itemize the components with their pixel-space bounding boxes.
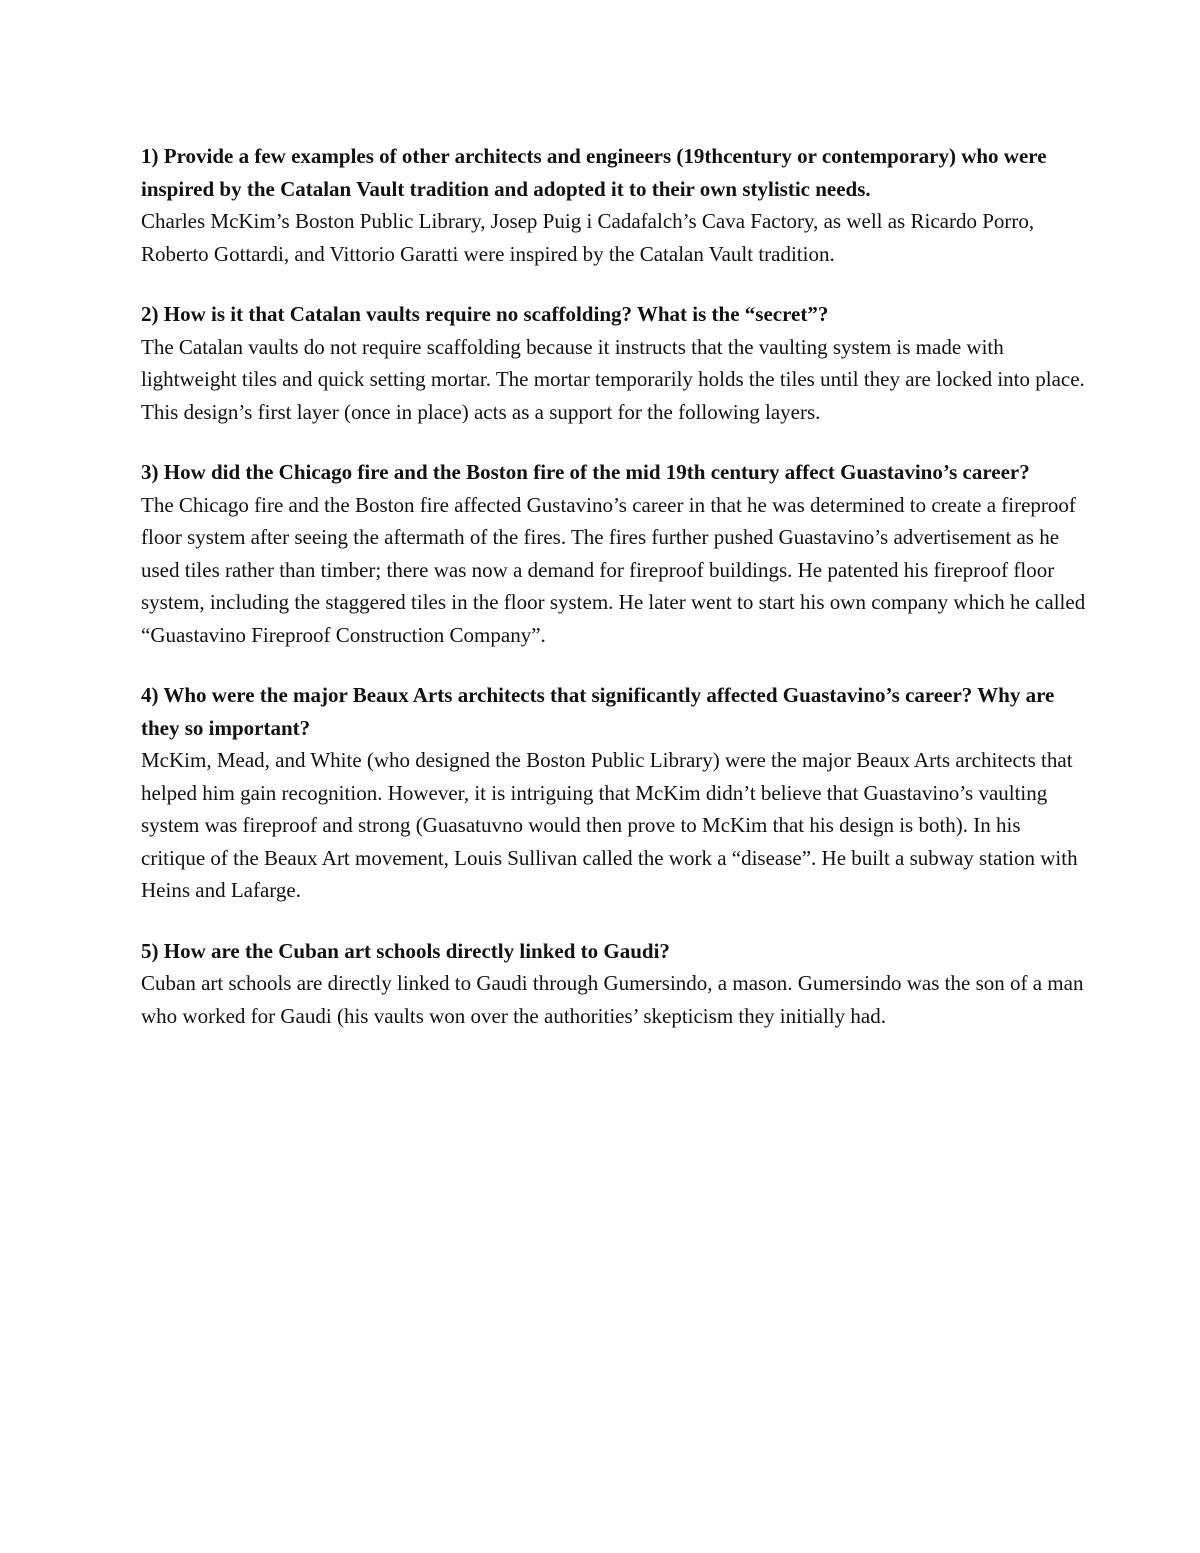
answer-4: McKim, Mead, and White (who designed the Boston Public Library) were the major Beaux Arts architects that helped him gain recognition. However, it is intriguing that McKim didn’t believe that Guastavino’s vaulting system was fireproof and strong (Guasatuvno would then prove to McKim that his design is both). In his critique of the Beaux Art movement, Louis Sullivan called the work a “disease”. He built a subway station with Heins and Lafarge. — [141, 748, 1078, 902]
document-page — [141, 140, 1086, 1060]
question-5: 5) How are the Cuban art schools directly linked to Gaudi? — [141, 938, 670, 963]
qa-item-2 — [141, 298, 1086, 428]
question-2: 2) How is it that Catalan vaults require no scaffolding? What is the “secret”? — [141, 302, 829, 326]
qa-item-1 — [141, 140, 1086, 270]
answer-3: The Chicago fire and the Boston fire affected Gustavino’s career in that he was determined to create a fireproof floor system after seeing the aftermath of the fires. The fires further pushed Guastavino’s advertisement as he used tiles rather than timber; there was now a demand for fireproof buildings. He patented his fireproof floor system, including the staggered tiles in the floor system. He later went to start his own company which he called “Guastavino Fireproof Construction Company”. — [141, 492, 1086, 647]
question-1: 1) Provide a few examples of other architects and engineers (19thcentury or contemporary) who were inspired by the Catalan Vault tradition and adopted it to their own stylistic needs. — [141, 144, 1047, 201]
answer-1: Charles McKim’s Boston Public Library, Josep Puig i Cadafalch’s Cava Factory, as well as Ricardo Porro, Roberto Gottardi, and Vittorio Garatti were inspired by the Catalan Vault tradition. — [141, 209, 1035, 266]
qa-item-4 — [141, 679, 1086, 907]
answer-2: The Catalan vaults do not require scaffolding because it instructs that the vaulting system is made with lightweight tiles and quick setting mortar. The mortar temporarily holds the tiles until they are locked into place. This design’s first layer (once in place) acts as a support for the following layers. — [141, 334, 1085, 424]
qa-item-5 — [141, 935, 1086, 1033]
qa-item-3 — [141, 456, 1086, 651]
question-4: 4) Who were the major Beaux Arts architects that significantly affected Guastavino’s career? Why are they so important? — [141, 683, 1055, 740]
question-3: 3) How did the Chicago fire and the Boston fire of the mid 19th century affect Guastavino’s career? — [141, 460, 1030, 484]
answer-5: Cuban art schools are directly linked to Gaudi through Gumersindo, a mason. Gumersindo was the son of a man who worked for Gaudi (his vaults won over the authorities’ skepticism they initially had. — [141, 971, 1084, 1028]
